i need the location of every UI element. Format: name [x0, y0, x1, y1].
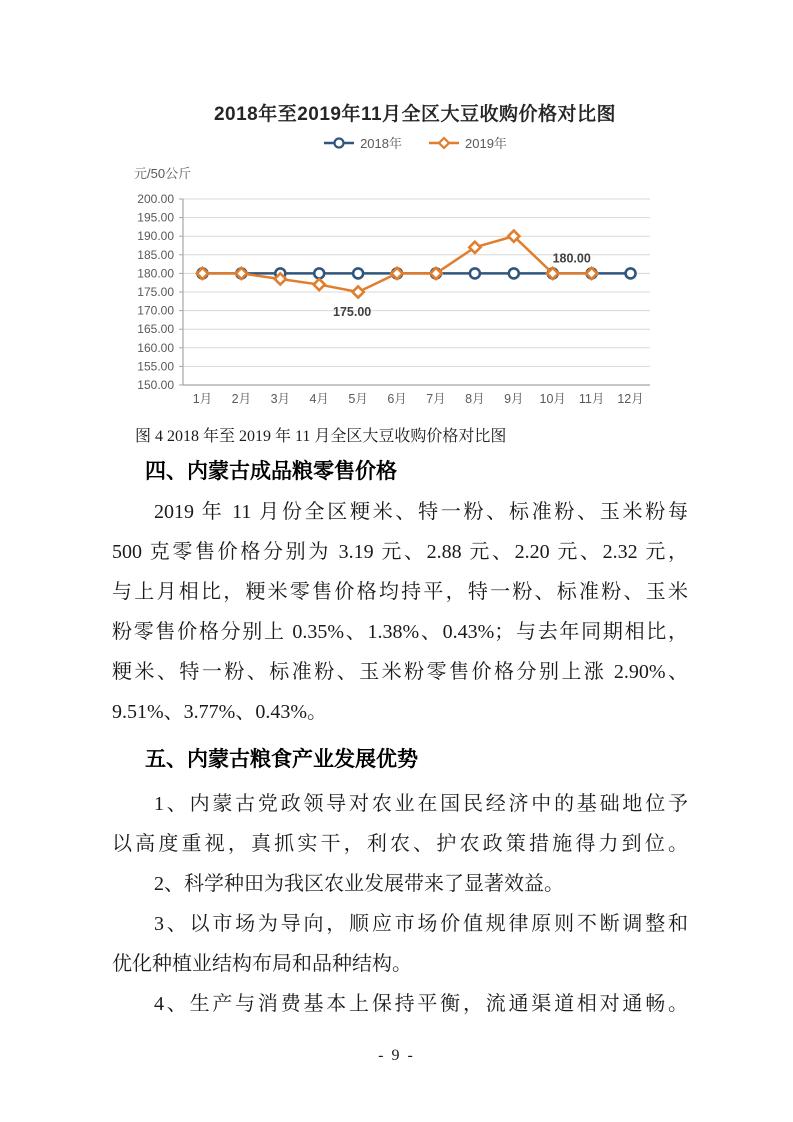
data-point-circle — [314, 268, 324, 278]
body-line: 以高度重视，真抓实干，利农、护农政策措施得力到位。 — [112, 833, 688, 855]
y-tick-label: 200.00 — [137, 192, 174, 206]
y-tick-label: 170.00 — [137, 303, 174, 318]
section-heading-4: 四、内蒙古成品粮零售价格 — [145, 459, 397, 483]
y-tick-label: 155.00 — [137, 359, 174, 374]
body-line: 1、内蒙古党政领导对农业在国民经济中的基础地位予 — [154, 793, 688, 815]
y-tick-label: 175.00 — [137, 285, 174, 299]
section-heading-5: 五、内蒙古粮食产业发展优势 — [145, 747, 418, 771]
x-tick-label: 12月 — [617, 392, 644, 406]
body-line: 4、生产与消费基本上保持平衡，流通渠道相对通畅。 — [154, 993, 688, 1015]
page-number: - 9 - — [378, 1047, 415, 1064]
y-tick-label: 165.00 — [137, 322, 174, 337]
body-line: 500 克零售价格分别为 3.19 元、2.88 元、2.20 元、2.32 元， — [112, 541, 688, 563]
body-line: 粳米、特一粉、标准粉、玉米粉零售价格分别上涨 2.90%、 — [112, 661, 688, 683]
body-line: 与上月相比，粳米零售价格均持平，特一粉、标准粉、玉米 — [112, 581, 688, 603]
y-tick-label: 180.00 — [137, 266, 174, 281]
x-tick-label: 9月 — [504, 392, 524, 406]
data-point-diamond — [314, 279, 325, 290]
y-tick-label: 160.00 — [137, 340, 174, 355]
legend-label: 2019年 — [465, 136, 507, 151]
y-tick-label: 190.00 — [137, 229, 174, 244]
chart-title: 2018年至2019年11月全区大豆收购价格对比图 — [213, 104, 617, 125]
soybean-price-chart — [130, 95, 700, 425]
x-tick-label: 4月 — [309, 392, 329, 406]
y-axis-unit-label: 元/50公斤 — [134, 166, 192, 181]
x-tick-label: 8月 — [465, 392, 485, 406]
x-tick-label: 1月 — [192, 392, 213, 406]
data-label: 180.00 — [552, 251, 591, 266]
body-line: 优化种植业结构布局和品种结构。 — [112, 953, 412, 975]
body-line: 2、科学种田为我区农业发展带来了显著效益。 — [154, 873, 564, 895]
body-line: 9.51%、3.77%、0.43%。 — [112, 701, 327, 723]
body-line: 2019 年 11 月份全区粳米、特一粉、标准粉、玉米粉每 — [154, 501, 688, 523]
legend-label: 2018年 — [360, 136, 402, 151]
x-tick-label: 3月 — [270, 392, 291, 406]
price-line-plot — [130, 95, 700, 425]
document-body — [112, 424, 688, 1024]
x-tick-label: 2月 — [231, 392, 252, 406]
data-point-diamond — [353, 286, 364, 297]
y-tick-label: 150.00 — [137, 378, 174, 392]
y-tick-label: 195.00 — [137, 210, 174, 225]
section-4-paragraph — [112, 492, 688, 732]
data-point-circle — [470, 268, 480, 278]
body-line: 粉零售价格分别上 0.35%、1.38%、0.43%；与去年同期相比， — [112, 621, 688, 643]
y-tick-label: 185.00 — [137, 247, 174, 262]
x-tick-label: 10月 — [539, 392, 566, 406]
x-tick-label: 6月 — [387, 392, 407, 406]
data-point-circle — [353, 268, 363, 278]
x-tick-label: 7月 — [426, 392, 446, 406]
x-tick-label: 11月 — [578, 392, 605, 406]
section-5-paragraph — [112, 784, 688, 1024]
data-point-circle — [509, 268, 519, 278]
figure-caption: 图 4 2018 年至 2019 年 11 月全区大豆收购价格对比图 — [135, 428, 507, 445]
body-line: 3、以市场为导向，顺应市场价值规律原则不断调整和 — [154, 913, 688, 935]
x-tick-label: 5月 — [348, 392, 368, 406]
data-label: 175.00 — [333, 305, 372, 319]
series-line-2019年 — [202, 236, 591, 292]
data-point-circle — [626, 268, 636, 278]
